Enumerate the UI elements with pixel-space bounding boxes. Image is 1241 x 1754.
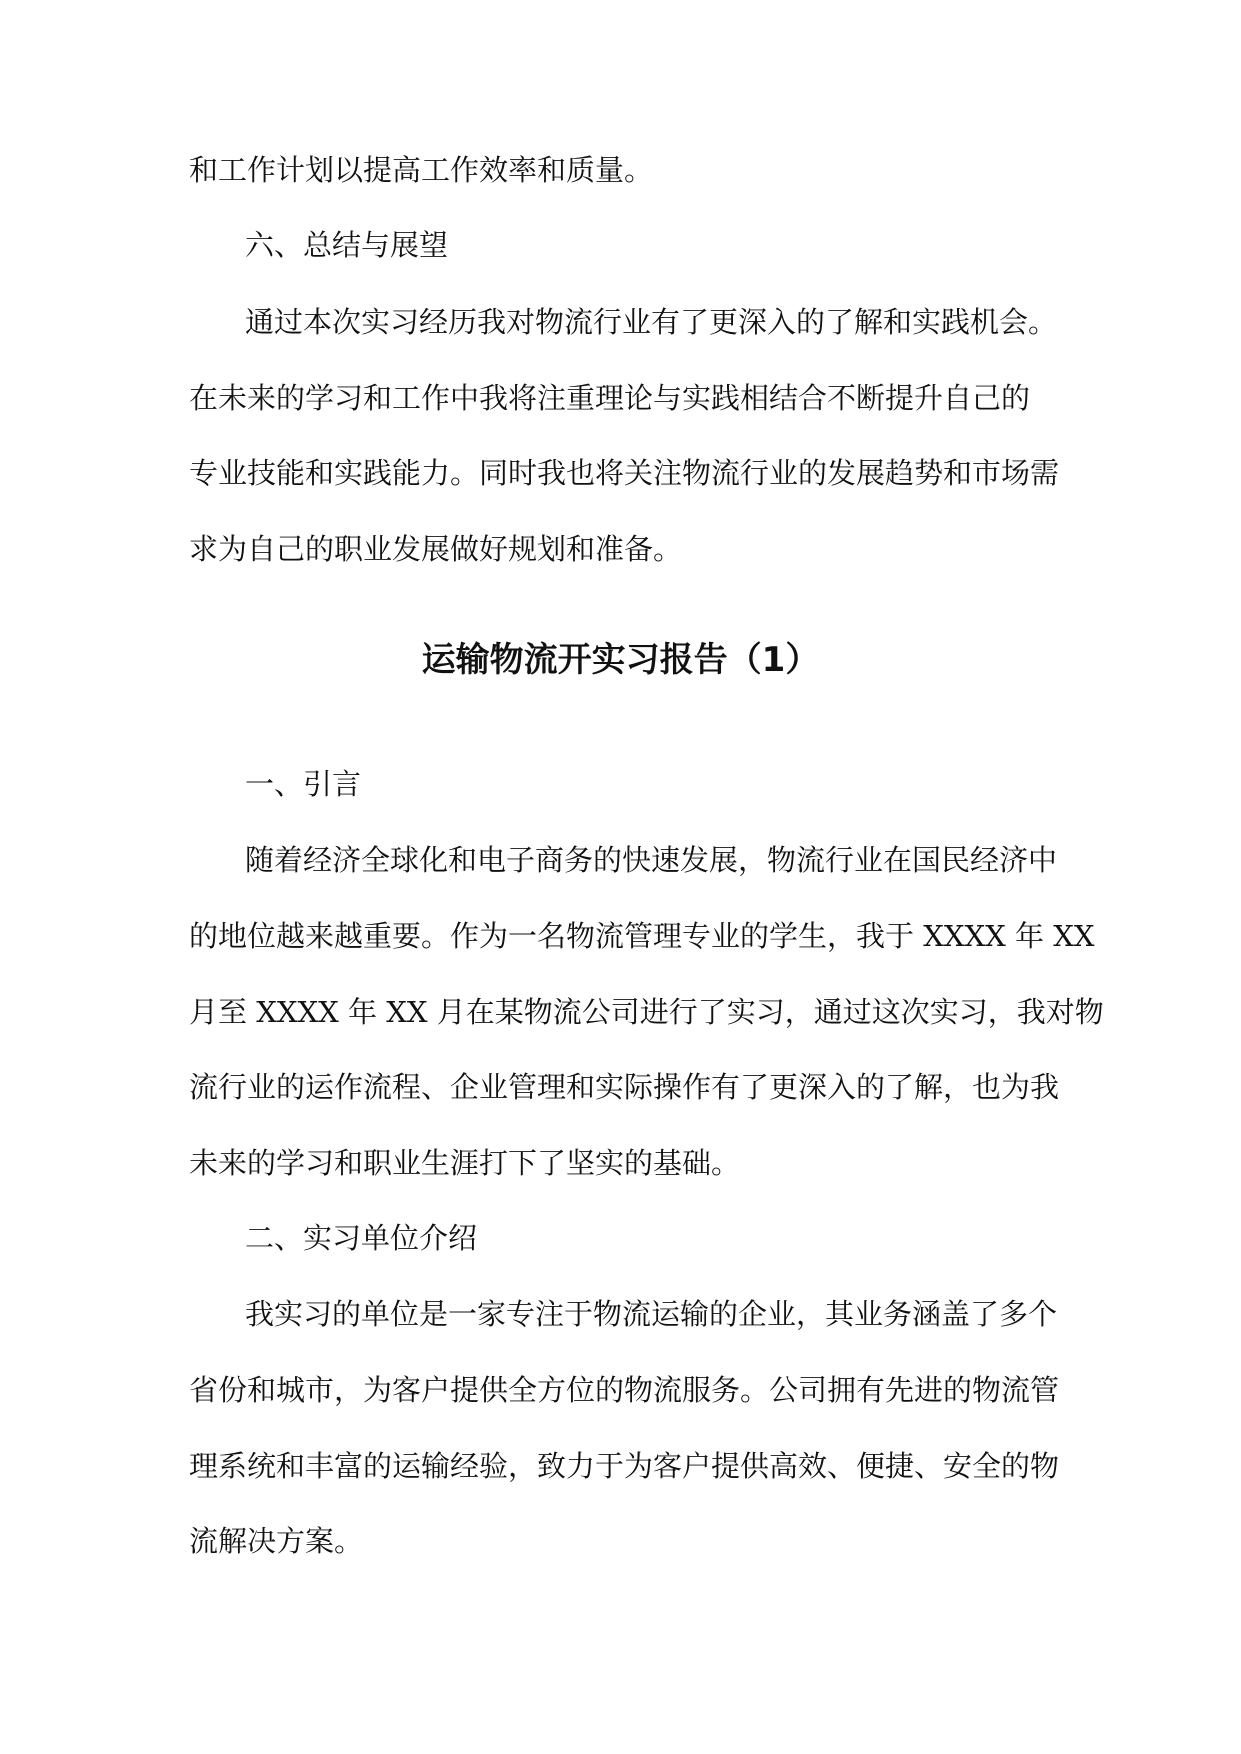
section-heading: 二、实习单位介绍 xyxy=(245,1221,478,1255)
section-heading: 一、引言 xyxy=(245,767,362,801)
text-line: 流解决方案。 xyxy=(189,1524,364,1558)
text-line: 专业技能和实践能力。同时我也将关注物流行业的发展趋势和市场需 xyxy=(189,456,1060,490)
text-line: 求为自己的职业发展做好规划和准备。 xyxy=(189,532,683,566)
document-title: 运输物流开实习报告（1） xyxy=(421,640,820,680)
text-line: 的地位越来越重要。作为一名物流管理专业的学生，我于 XXXX 年 XX xyxy=(189,919,1095,953)
text-line: 通过本次实习经历我对物流行业有了更深入的了解和实践机会。 xyxy=(245,305,1058,339)
text-line: 随着经济全球化和电子商务的快速发展，物流行业在国民经济中 xyxy=(245,843,1058,877)
text-line: 流行业的运作流程、企业管理和实际操作有了更深入的了解，也为我 xyxy=(189,1070,1060,1104)
section-heading: 六、总结与展望 xyxy=(245,228,449,262)
text-line: 和工作计划以提高工作效率和质量。 xyxy=(189,153,654,187)
text-line: 在未来的学习和工作中我将注重理论与实践相结合不断提升自己的 xyxy=(189,381,1031,415)
text-line: 未来的学习和职业生涯打下了坚实的基础。 xyxy=(189,1146,741,1180)
text-line: 省份和城市，为客户提供全方位的物流服务。公司拥有先进的物流管 xyxy=(189,1373,1060,1407)
text-line: 月至 XXXX 年 XX 月在某物流公司进行了实习，通过这次实习，我对物 xyxy=(189,995,1104,1029)
text-line: 我实习的单位是一家专注于物流运输的企业，其业务涵盖了多个 xyxy=(245,1297,1058,1331)
text-line: 理系统和丰富的运输经验，致力于为客户提供高效、便捷、安全的物 xyxy=(189,1449,1060,1483)
